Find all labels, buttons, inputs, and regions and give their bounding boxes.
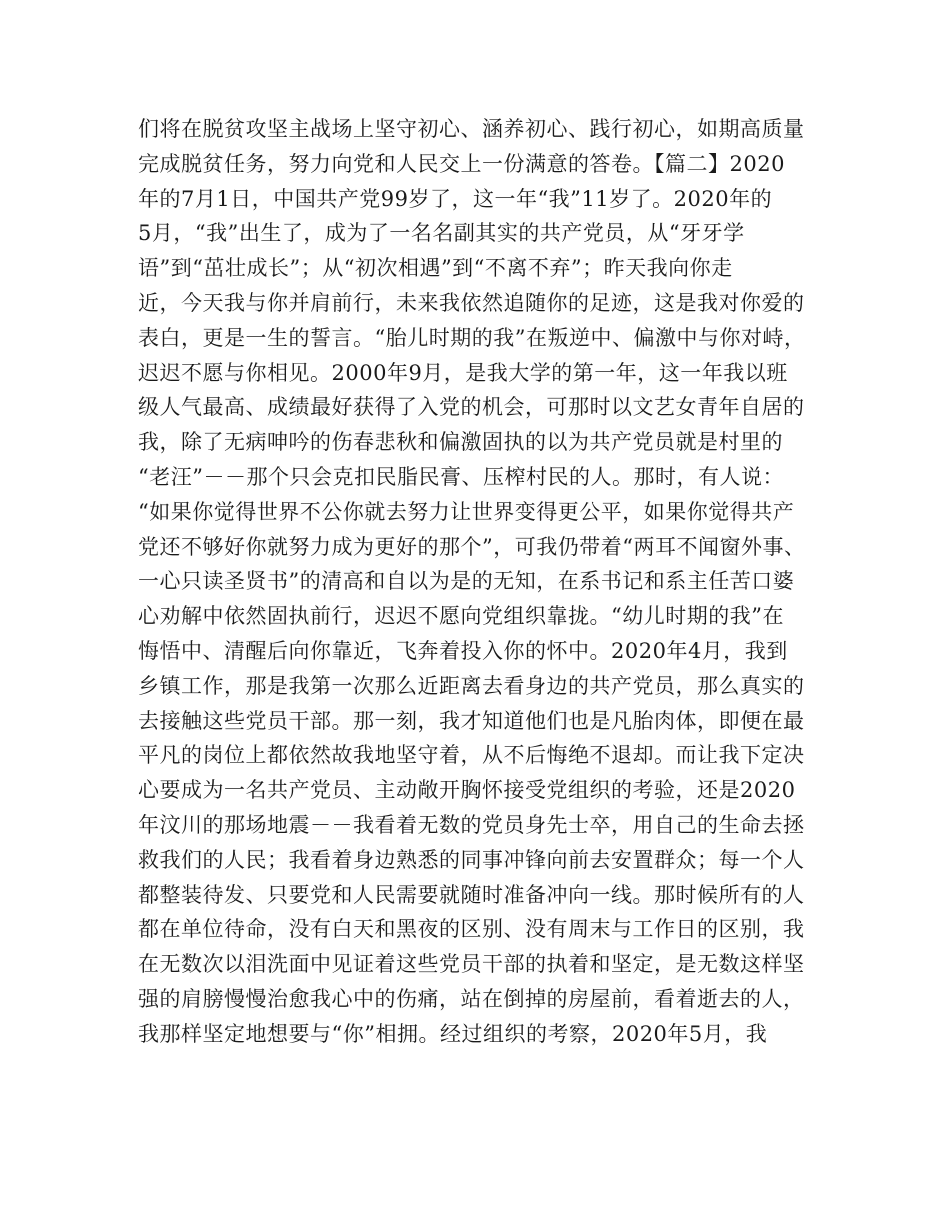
text-line: 级人气最高、成绩最好获得了入党的机会，可那时以文艺女青年自居的 bbox=[138, 395, 805, 420]
text-line: 一心只读圣贤书”的清高和自以为是的无知，在系书记和系主任苦口婆 bbox=[138, 569, 795, 594]
text-line: 救我们的人民；我看着身边熟悉的同事冲锋向前去安置群众；每一个人 bbox=[138, 847, 805, 872]
text-line: 在无数次以泪洗面中见证着这些党员干部的执着和坚定，是无数这样坚 bbox=[138, 952, 805, 977]
text-line: 迟迟不愿与你相见。2000年9月，是我大学的第一年，这一年我以班 bbox=[138, 360, 788, 385]
text-line: 我，除了无病呻吟的伤春悲秋和偏激固执的以为共产党员就是村里的 bbox=[138, 430, 783, 455]
text-line: 心劝解中依然固执前行，迟迟不愿向党组织靠拢。“幼儿时期的我”在 bbox=[138, 604, 784, 629]
text-line: 都在单位待命，没有白天和黑夜的区别、没有周末与工作日的区别，我 bbox=[138, 917, 805, 942]
text-line: “老汪”－－那个只会克扣民脂民膏、压榨村民的人。那时，有人说： bbox=[138, 464, 784, 489]
text-line: 表白，更是一生的誓言。“胎儿时期的我”在叛逆中、偏激中与你对峙， bbox=[138, 325, 806, 350]
text-line: 平凡的岗位上都依然故我地坚守着，从不后悔绝不退却。而让我下定决 bbox=[138, 743, 805, 768]
text-line: 我那样坚定地想要与“你”相拥。经过组织的考察，2020年5月，我 bbox=[138, 1021, 768, 1046]
text-line: 乡镇工作，那是我第一次那么近距离去看身边的共产党员，那么真实的 bbox=[138, 673, 805, 698]
text-line: 完成脱贫任务，努力向党和人民交上一份满意的答卷。【篇二】2020 bbox=[138, 151, 785, 176]
text-line: 5月，“我”出生了，成为了一名名副其实的共产党员，从“牙牙学 bbox=[138, 221, 745, 246]
text-line: 去接触这些党员干部。那一刻，我才知道他们也是凡胎肉体，即便在最 bbox=[138, 708, 805, 733]
text-line: 悔悟中、清醒后向你靠近，飞奔着投入你的怀中。2020年4月，我到 bbox=[138, 638, 788, 663]
text-line: 们将在脱贫攻坚主战场上坚守初心、涵养初心、践行初心，如期高质量 bbox=[138, 117, 805, 141]
body-text bbox=[138, 112, 828, 1052]
text-line: 语”到“茁壮成长”；从“初次相遇”到“不离不弃”；昨天我向你走 bbox=[138, 256, 733, 281]
text-line: 近，今天我与你并肩前行，未来我依然追随你的足迹，这是我对你爱的 bbox=[138, 290, 805, 315]
text-line: 年的7月1日，中国共产党99岁了，这一年“我”11岁了。2020年的 bbox=[138, 186, 773, 211]
text-line: 强的肩膀慢慢治愈我心中的伤痛，站在倒掉的房屋前，看着逝去的人， bbox=[138, 986, 805, 1011]
text-line: 年汶川的那场地震－－我看着无数的党员身先士卒，用自己的生命去拯 bbox=[138, 812, 805, 837]
text-line: 党还不够好你就努力成为更好的那个”，可我仍带着“两耳不闻窗外事、 bbox=[138, 534, 806, 559]
text-line: 心要成为一名共产党员、主动敞开胸怀接受党组织的考验，还是2020 bbox=[138, 778, 796, 803]
text-line: “如果你觉得世界不公你就去努力让世界变得更公平，如果你觉得共产 bbox=[138, 499, 795, 524]
text-line: 都整装待发、只要党和人民需要就随时准备冲向一线。那时候所有的人 bbox=[138, 882, 805, 907]
